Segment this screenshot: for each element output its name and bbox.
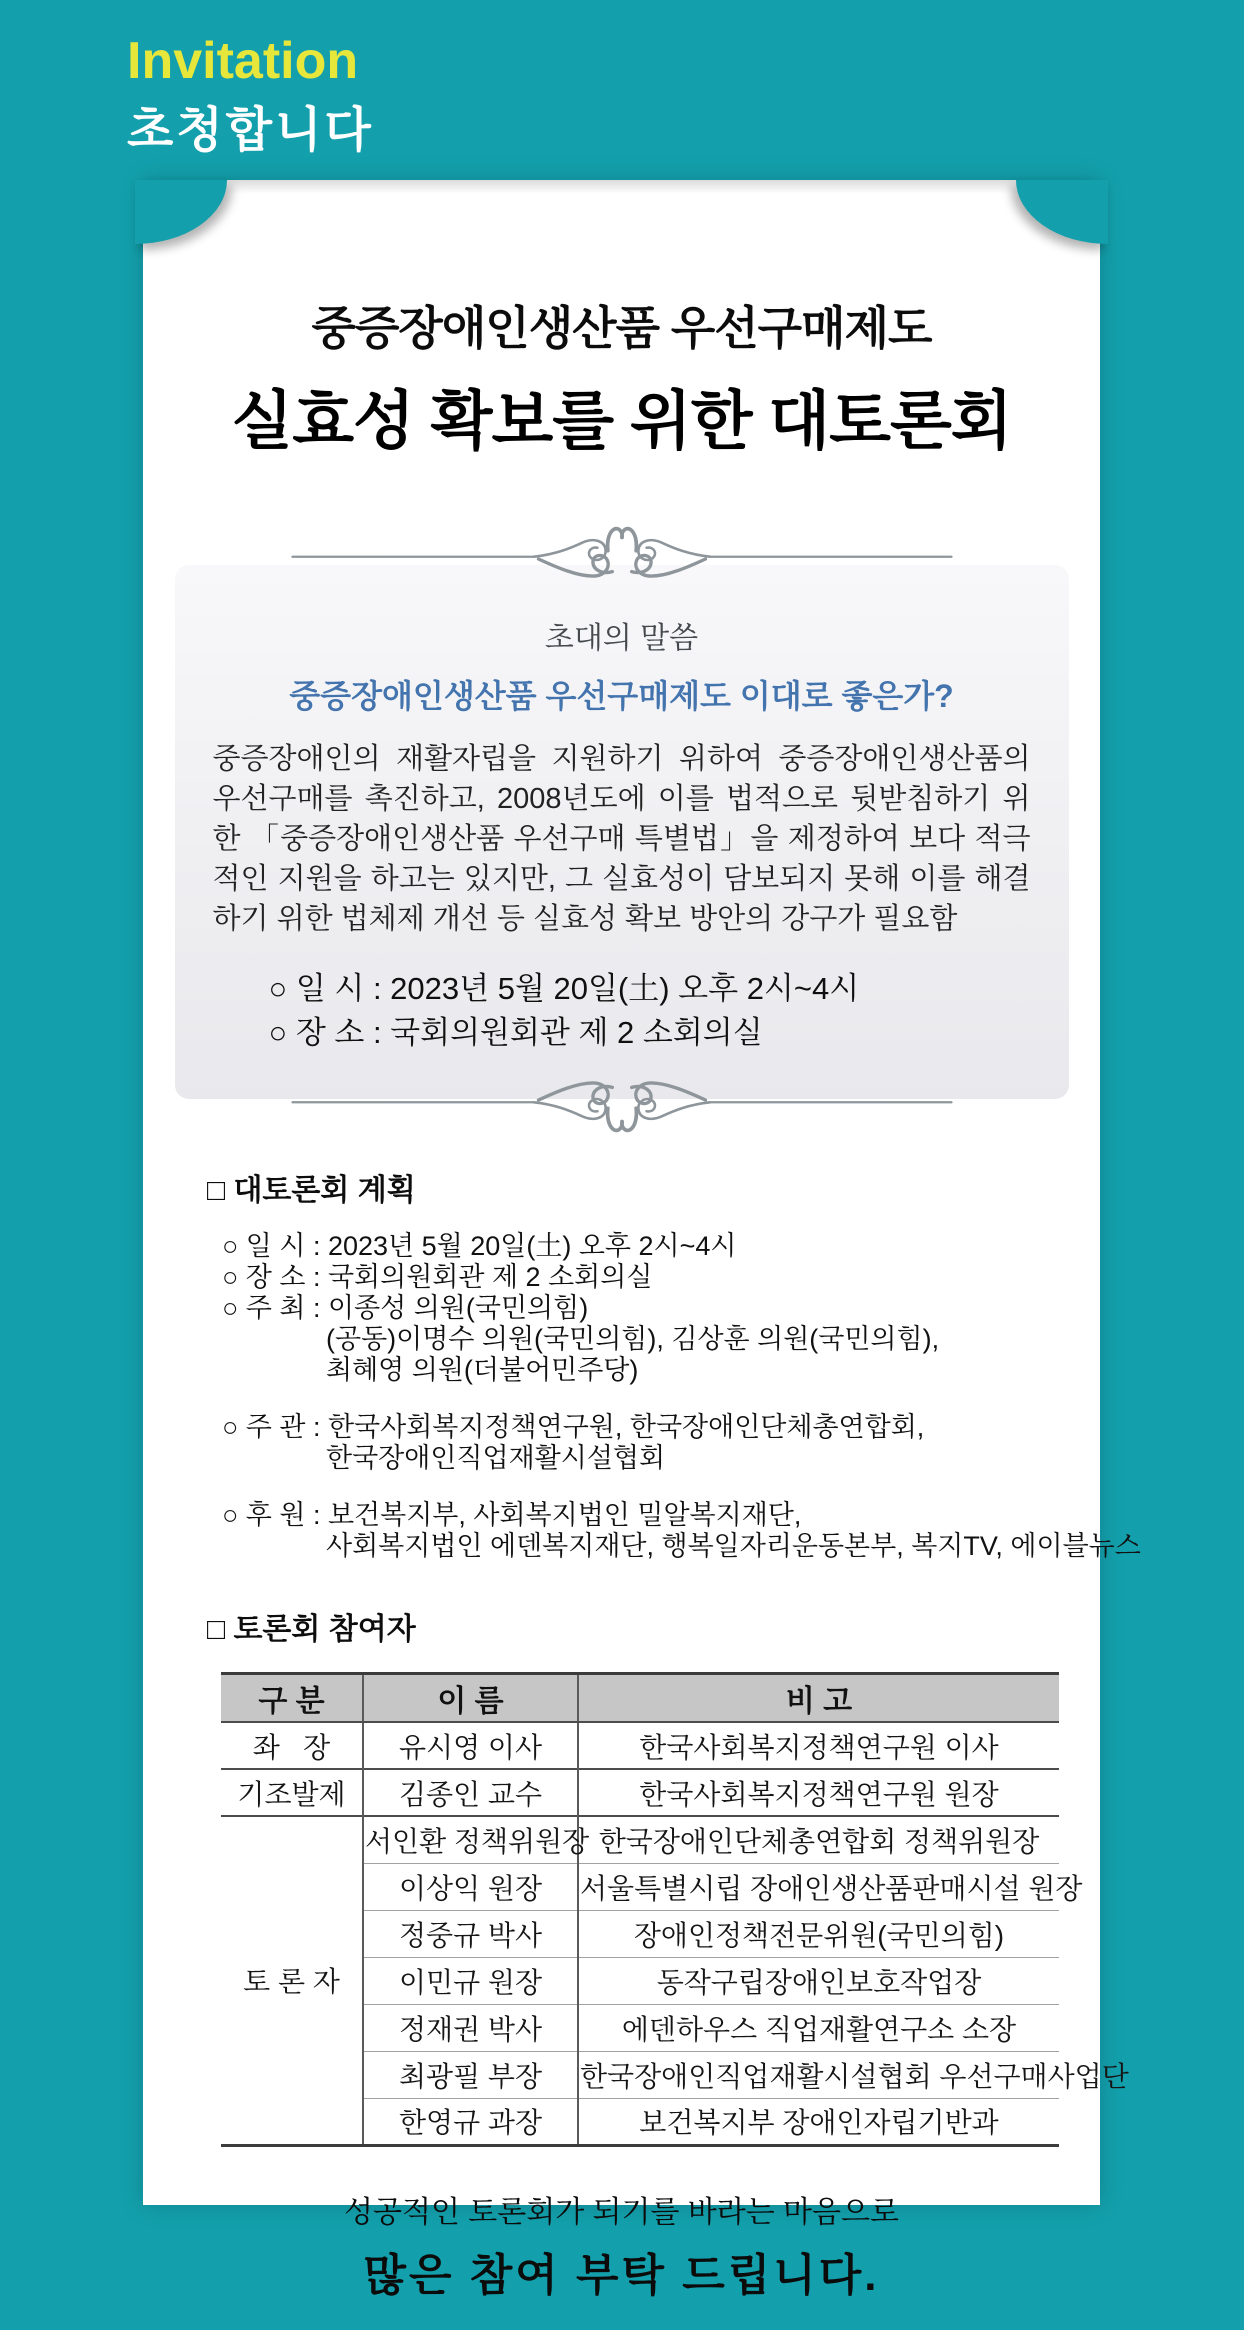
name-cell: 이민규 원장 bbox=[363, 1957, 578, 2004]
brand-header bbox=[127, 34, 374, 160]
invitation-english-label: Invitation bbox=[127, 32, 359, 90]
plan-item-sponsor-cont: 사회복지법인 에덴복지재단, 행복일자리운동본부, 복지TV, 에이블뉴스 bbox=[326, 1531, 1141, 1561]
invitation-korean-label: 초청합니다 bbox=[127, 103, 374, 157]
page-title bbox=[143, 180, 1100, 462]
role-cell: 기조발제 bbox=[221, 1769, 363, 1816]
table-row bbox=[221, 1769, 1059, 1816]
name-cell: 김종인 교수 bbox=[363, 1769, 578, 1816]
title-line2: 실효성 확보를 위한 대토론회 bbox=[231, 385, 1012, 457]
note-cell: 한국장애인단체총연합회 정책위원장 bbox=[578, 1816, 1059, 1863]
plan-section-heading: □ 대토론회 계획 bbox=[207, 1174, 416, 1207]
invitation-message-box bbox=[175, 565, 1069, 1099]
name-cell: 이상익 원장 bbox=[363, 1863, 578, 1910]
name-cell: 서인환 정책위원장 bbox=[363, 1816, 578, 1863]
invitation-card bbox=[143, 180, 1141, 2300]
name-cell: 한영규 과장 bbox=[363, 2098, 578, 2145]
note-cell: 서울특별시립 장애인생산품판매시설 원장 bbox=[578, 1863, 1059, 1910]
role-cell: 토 론 자 bbox=[221, 1816, 363, 2145]
invite-question: 중증장애인생산품 우선구매제도 이대로 좋은가? bbox=[289, 678, 954, 714]
plan-list bbox=[222, 1231, 1141, 1562]
note-cell: 장애인정책전문위원(국민의힘) bbox=[578, 1910, 1059, 1957]
invite-label: 초대의 말씀 bbox=[544, 622, 699, 655]
column-header-name: 이 름 bbox=[363, 1674, 578, 1723]
role-cell: 좌 장 bbox=[221, 1722, 363, 1769]
flourish-divider-bottom-icon bbox=[286, 1065, 958, 1147]
note-cell: 동작구립장애인보호작업장 bbox=[578, 1957, 1059, 2004]
flourish-divider-top-icon bbox=[286, 512, 958, 594]
plan-item-host-cont2: 최혜영 의원(더불어민주당) bbox=[326, 1355, 639, 1385]
table-row bbox=[221, 1722, 1059, 1769]
plan-item-organizer-cont: 한국장애인직업재활시설협회 bbox=[326, 1443, 666, 1473]
plan-item-sponsor: ○ 후 원 : 보건복지부, 사회복지법인 밀알복지재단, bbox=[222, 1500, 802, 1530]
closing-message bbox=[143, 2187, 1100, 2303]
note-cell: 에덴하우스 직업재활연구소 소장 bbox=[578, 2004, 1059, 2051]
participants-section-heading: □ 토론회 참여자 bbox=[207, 1613, 416, 1646]
note-cell: 한국사회복지정책연구원 원장 bbox=[578, 1769, 1059, 1816]
table-row bbox=[221, 1816, 1059, 1863]
table-header-row bbox=[221, 1674, 1059, 1723]
plan-item-organizer: ○ 주 관 : 한국사회복지정책연구원, 한국장애인단체총연합회, bbox=[222, 1412, 925, 1442]
event-venue: ○ 장 소 : 국회의원회관 제 2 소회의실 bbox=[268, 1015, 763, 1050]
event-meta bbox=[175, 967, 1069, 1055]
participants-table bbox=[221, 1672, 1129, 2147]
name-cell: 유시영 이사 bbox=[363, 1722, 578, 1769]
note-cell: 한국장애인직업재활시설협회 우선구매사업단 bbox=[578, 2051, 1059, 2098]
plan-item-datetime: ○ 일 시 : 2023년 5월 20일(土) 오후 2시~4시 bbox=[222, 1231, 737, 1261]
event-datetime: ○ 일 시 : 2023년 5월 20일(土) 오후 2시~4시 bbox=[268, 971, 860, 1006]
name-cell: 정재권 박사 bbox=[363, 2004, 578, 2051]
closing-line1: 성공적인 토론회가 되기를 바라는 마음으로 bbox=[344, 2195, 899, 2229]
note-cell: 한국사회복지정책연구원 이사 bbox=[578, 1722, 1059, 1769]
name-cell: 정중규 박사 bbox=[363, 1910, 578, 1957]
invite-paragraph: 중증장애인의 재활자립을 지원하기 위하여 중증장애인생산품의 우선구매를 촉진하고, 2008년도에 이를 법적으로 뒷받침하기 위한 「중증장애인생산품 우선구매 특별법」을 제정하여 보다 적극적인 지원을 하고는 있지만, 그 실효성이 담보되지 못해 이를 해결하기 위한 법체제 개선 등 실효성 확보 방안의 강구가 필요함 bbox=[212, 743, 1031, 935]
closing-line2: 많은 참여 부탁 드립니다. bbox=[363, 2250, 880, 2300]
title-line1: 중증장애인생산품 우선구매제도 bbox=[311, 302, 932, 354]
plan-item-venue: ○ 장 소 : 국회의원회관 제 2 소회의실 bbox=[222, 1262, 653, 1292]
note-cell: 보건복지부 장애인자립기반과 bbox=[578, 2098, 1059, 2145]
column-header-note: 비 고 bbox=[578, 1674, 1059, 1723]
column-header-role: 구 분 bbox=[221, 1674, 363, 1723]
plan-item-host: ○ 주 최 : 이종성 의원(국민의힘) bbox=[222, 1293, 589, 1323]
name-cell: 최광필 부장 bbox=[363, 2051, 578, 2098]
plan-item-host-cont: (공동)이명수 의원(국민의힘), 김상훈 의원(국민의힘), bbox=[326, 1324, 940, 1354]
